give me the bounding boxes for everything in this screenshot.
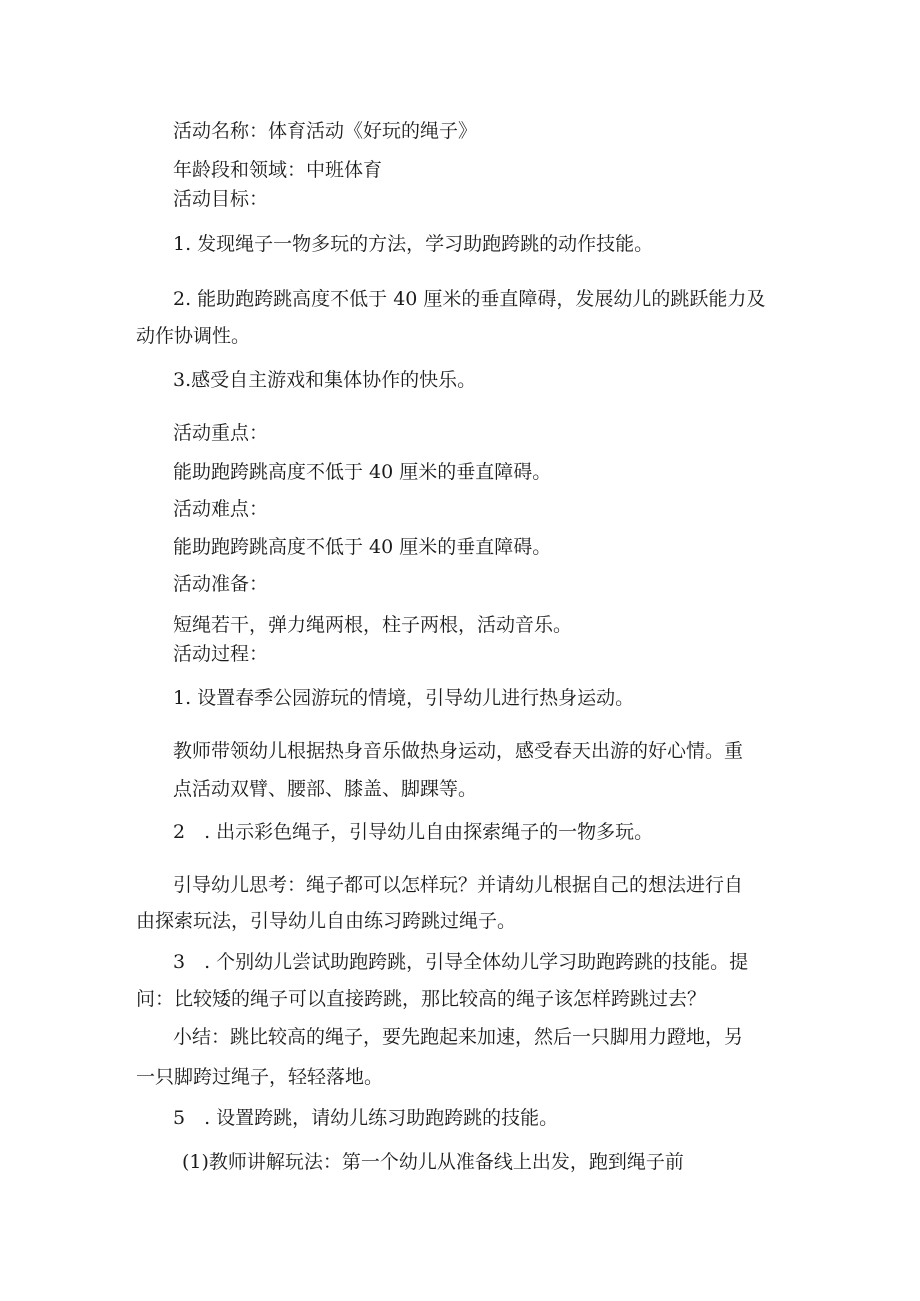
goal-3: 3.感受自主游戏和集体协作的快乐。 [173, 369, 477, 391]
difficulty-heading: 活动难点： [173, 498, 269, 520]
goals-heading: 活动目标： [173, 188, 269, 210]
step-5: 5 . 设置跨跳，请幼儿练习助跑跨跳的技能。 [173, 1107, 559, 1129]
step-2-detail-line-1: 引导幼儿思考：绳子都可以怎样玩？并请幼儿根据自己的想法进行自 [173, 874, 744, 896]
process-heading: 活动过程： [173, 643, 269, 665]
step-3-line-2: 问：比较矮的绳子可以直接跨跳，那比较高的绳子该怎样跨跳过去？ [136, 988, 707, 1010]
key-heading: 活动重点： [173, 422, 269, 444]
key-text: 能助跑跨跳高度不低于 40 厘米的垂直障碍。 [173, 461, 552, 483]
age-domain: 年龄段和领域：中班体育 [173, 159, 383, 181]
summary-line-1: 小结：跳比较高的绳子，要先跑起来加速，然后一只脚用力蹬地，另 [173, 1026, 744, 1048]
step-1-detail-line-2: 点活动双臂、腰部、膝盖、脚踝等。 [173, 778, 478, 800]
step-1: 1. 设置春季公园游玩的情境，引导幼儿进行热身运动。 [173, 687, 635, 709]
prep-heading: 活动准备： [173, 573, 269, 595]
goal-2-line-1: 2. 能助跑跨跳高度不低于 40 厘米的垂直障碍，发展幼儿的跳跃能力及 [173, 288, 766, 310]
step-3-line-1: 3 . 个别幼儿尝试助跑跨跳，引导全体幼儿学习助跑跨跳的技能。提 [173, 951, 749, 973]
activity-name: 活动名称：体育活动《好玩的绳子》 [173, 120, 478, 142]
difficulty-text: 能助跑跨跳高度不低于 40 厘米的垂直障碍。 [173, 536, 552, 558]
summary-line-2: 一只脚跨过绳子，轻轻落地。 [136, 1066, 384, 1088]
step-2-detail-line-2: 由探索玩法，引导幼儿自由练习跨跳过绳子。 [136, 910, 517, 932]
goal-2-line-2: 动作协调性。 [136, 325, 251, 347]
step-2: 2 . 出示彩色绳子，引导幼儿自由探索绳子的一物多玩。 [173, 821, 654, 843]
prep-text: 短绳若干，弹力绳两根，柱子两根，活动音乐。 [173, 614, 573, 636]
step-1-detail-line-1: 教师带领幼儿根据热身音乐做热身运动，感受春天出游的好心情。重 [173, 740, 744, 762]
goal-1: 1. 发现绳子一物多玩的方法，学习助跑跨跳的动作技能。 [173, 233, 654, 255]
step-5-sub-1: (1)教师讲解玩法：第一个幼儿从准备线上出发，跑到绳子前 [182, 1151, 684, 1173]
